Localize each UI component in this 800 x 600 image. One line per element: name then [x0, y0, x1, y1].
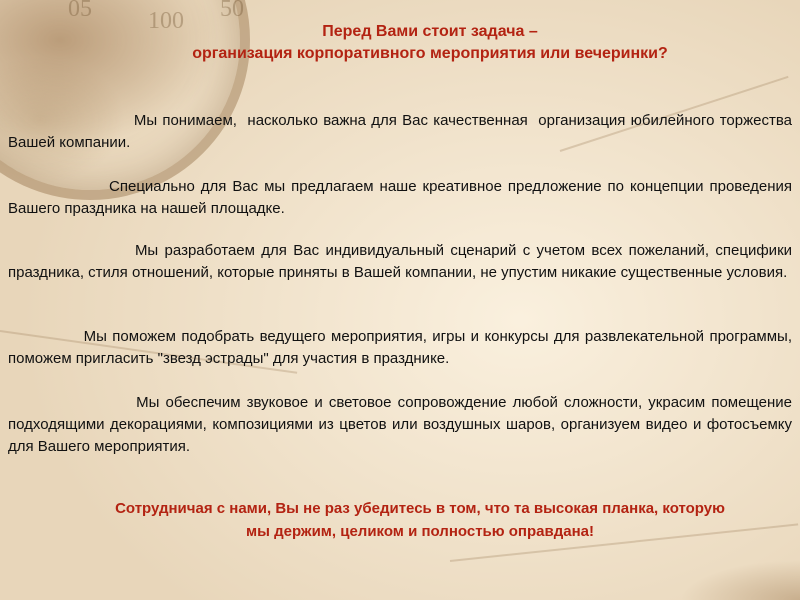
closing-line-1: Сотрудничая с нами, Вы не раз убедитесь в том, что та высокая планка, которую	[115, 500, 725, 517]
compass-number: 50	[220, 0, 244, 22]
closing-statement	[20, 497, 800, 543]
page-title	[100, 21, 760, 65]
title-line-2: организация корпоративного мероприятия или вечеринки?	[192, 45, 668, 62]
closing-line-2: мы держим, целиком и полностью оправдана!	[246, 523, 594, 540]
compass-number: 05	[68, 0, 92, 22]
paragraph-scenario: Мы разработаем для Вас индивидуальный сценарий с учетом всех пожеланий, специфики праздника, стиля отношений, которые приняты в Вашей компании, не упустим никакие существенные условия.	[8, 242, 797, 281]
compass-number: 100	[148, 8, 184, 34]
paragraph-host: Мы поможем подобрать ведущего мероприятия, игры и конкурсы для развлекательной программы, поможем пригласить "звезд эстрады" для участия в празднике.	[8, 328, 797, 367]
paragraph-understanding: Мы понимаем, насколько важна для Вас качественная организация юбилейного торжества Вашей компании.	[8, 112, 800, 151]
corner-decoration	[680, 560, 800, 600]
paragraph-offer: Специально для Вас мы предлагаем наше креативное предложение по концепции проведения Вашего праздника на нашей площадке.	[8, 178, 797, 217]
title-line-1: Перед Вами стоит задача –	[322, 23, 538, 40]
paragraph-sound-light: Мы обеспечим звуковое и световое сопровождение любой сложности, украсим помещение подходящими декорациями, композициями из цветов или воздушных шаров, организуем видео и фотосъемку для Вашего мероприятия.	[8, 394, 797, 455]
